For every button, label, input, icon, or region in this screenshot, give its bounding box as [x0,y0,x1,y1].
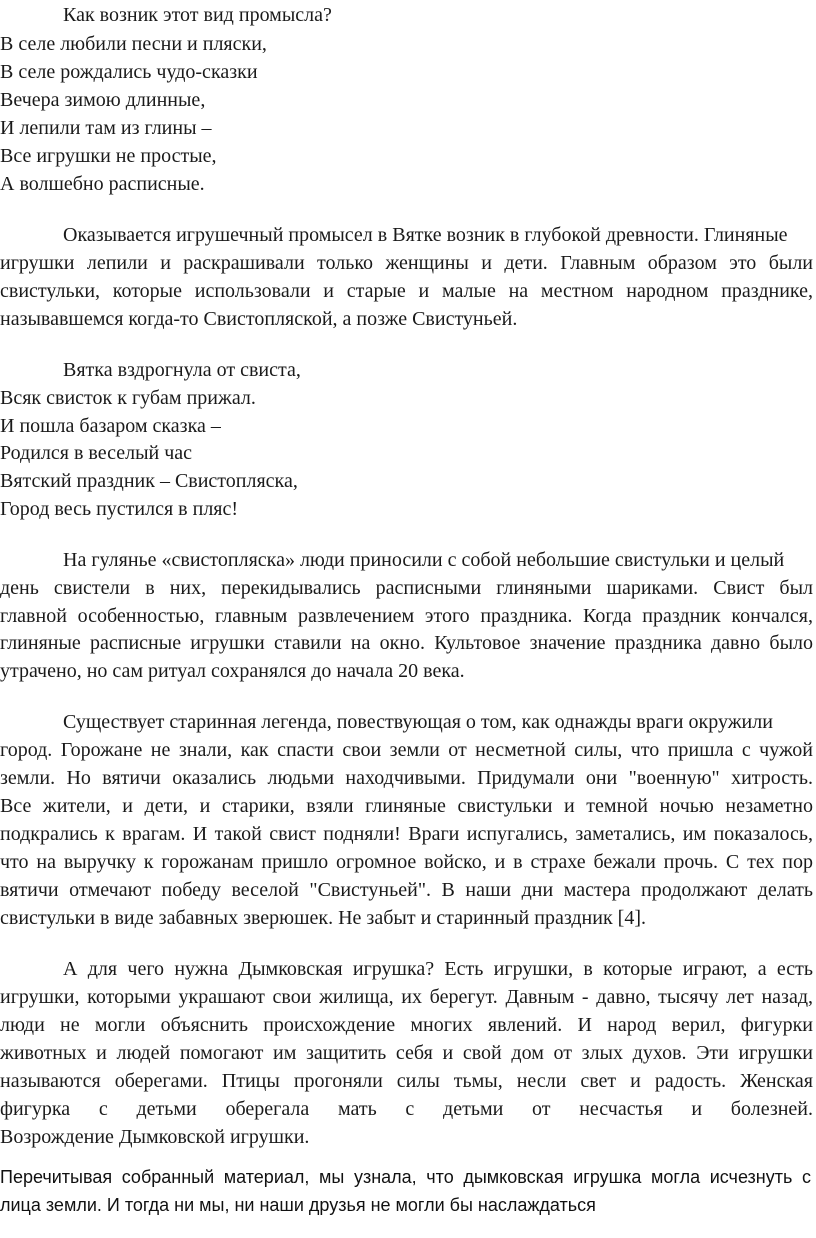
para2-line: На гулянье «свистопляска» люди приносили с собой небольшие свистульки и целый [63,549,785,571]
para1-line: игрушки лепили и раскрашивали только женщины и дети. Главным образом это были [0,252,813,274]
para2-line: день свистели в них, перекидывались расписными глиняными шариками. Свист был [0,577,813,599]
para4-line: фигурка с детьми оберегала мать с детьми от несчастья и болезней. [0,1098,813,1120]
poem1-line: В селе рождались чудо-сказки [0,61,258,83]
para5-line: лица земли. И тогда ни мы, ни наши друзья не могли бы наслаждаться [0,1195,596,1215]
para2-line: утрачено, но сам ритуал сохранялся до начала 20 века. [0,660,465,682]
para2-line: главной особенностью, главным развлечением этого праздника. Когда праздник кончался, [0,605,813,627]
poem2-line: Вятский праздник – Свистопляска, [0,470,298,492]
para1-line: Оказывается игрушечный промысел в Вятке возник в глубокой древности. Глиняные [63,224,788,246]
poem2-line: Родился в веселый час [0,442,193,464]
para5-line: Перечитывая собранный материал, мы узнала, что дымковская игрушка могла исчезнуть с [0,1167,811,1187]
poem2-line: Город весь пустился в пляс! [0,498,239,520]
para3-line: Все жители, и дети, и старики, взяли глиняные свистульки и темной ночью незаметно [0,795,813,817]
poem1-line: А волшебно расписные. [0,173,205,195]
poem1-title: Как возник этот вид промысла? [63,4,332,26]
para3-line: вятичи отмечают победу веселой "Свистуньей". В наши дни мастера продолжают делать [0,879,813,901]
para4-line: Возрождение Дымковской игрушки. [0,1126,310,1148]
poem1-line: Все игрушки не простые, [0,145,217,167]
poem2-line: Всяк свисток к губам прижал. [0,387,256,409]
para1-line: называвшемся когда-то Свистопляской, а позже Свистуньей. [0,308,518,330]
poem1-line: Вечера зимою длинные, [0,89,206,111]
poem2-line: И пошла базаром сказка – [0,415,221,437]
para3-line: подкрались к врагам. И такой свист подняли! Враги испугались, заметались, им показалось, [0,823,813,845]
para2-line: глиняные расписные игрушки ставили на окно. Культовое значение праздника давно было [0,632,813,654]
para4-line: люди не могли объяснить происхождение многих явлений. И народ верил, фигурки [0,1014,813,1036]
para4-line: называются оберегами. Птицы прогоняли силы тьмы, несли свет и радость. Женская [0,1070,813,1092]
para3-line: город. Горожане не знали, как спасти свои земли от несметной силы, что пришла с чужой [0,739,813,761]
para3-line: что на выручку к горожанам пришло огромное войско, и в страхе бежали прочь. С тех пор [0,851,813,873]
para3-line: земли. Но вятичи оказались людьми находчивыми. Придумали они "военную" хитрость. [0,767,813,789]
para1-line: свистульки, которые использовали и старые и малые на местном народном празднике, [0,280,813,302]
para4-line: игрушки, которыми украшают свои жилища, их берегут. Давным - давно, тысячу лет назад, [0,986,813,1008]
para4-line: А для чего нужна Дымковская игрушка? Есть игрушки, в которые играют, а есть [63,958,813,980]
poem2-line: Вятка вздрогнула от свиста, [63,359,301,381]
poem1-line: В селе любили песни и пляски, [0,33,267,55]
poem1-line: И лепили там из глины – [0,117,212,139]
para4-line: животных и людей помогают им защитить себя и свой дом от злых духов. Эти игрушки [0,1042,813,1064]
para3-line: Существует старинная легенда, повествующая о том, как однажды враги окружили [63,711,773,733]
para3-line: свистульки в виде забавных зверюшек. Не забыт и старинный праздник [4]. [0,907,646,929]
